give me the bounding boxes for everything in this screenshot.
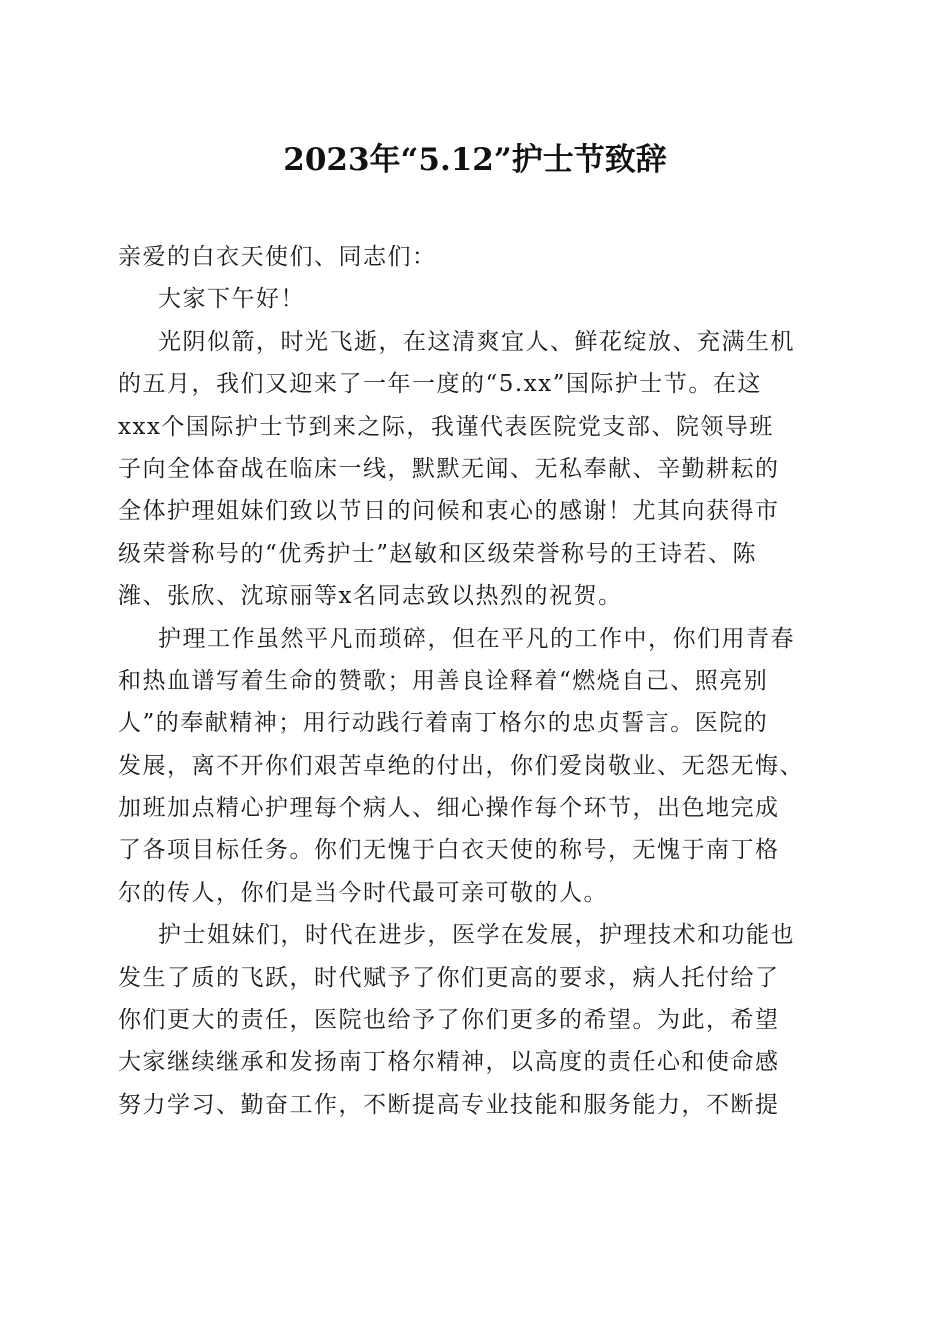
text-line: 努力学习、勤奋工作，不断提高专业技能和服务能力，不断提: [118, 1091, 780, 1118]
text-line: 潍、张欣、沈琼丽等x名同志致以热烈的祝贺。: [118, 583, 623, 610]
document-body: [118, 236, 838, 1126]
salutation-line: 亲爱的白衣天使们、同志们：: [118, 244, 437, 270]
text-line: 级荣誉称号的“优秀护士”赵敏和区级荣誉称号的王诗若、陈: [118, 540, 758, 567]
text-line: 护士姐妹们，时代在进步，医学在发展，护理技术和功能也: [158, 922, 795, 949]
text-line: 了各项目标任务。你们无愧于白衣天使的称号，无愧于南丁格: [118, 837, 780, 864]
text-line: xxx个国际护士节到来之际，我谨代表医院党支部、院领导班: [118, 413, 774, 440]
text-line: 光阴似箭，时光飞逝，在这清爽宜人、鲜花绽放、充满生机: [158, 328, 795, 355]
text-line: 尔的传人，你们是当今时代最可亲可敬的人。: [118, 879, 608, 906]
text-line: 你们更大的责任，医院也给予了你们更多的希望。为此，希望: [118, 1007, 780, 1034]
text-line: 的五月，我们又迎来了一年一度的“5.xx”国际护士节。在这: [118, 371, 762, 398]
greeting-line: 大家下午好！: [158, 286, 305, 313]
text-line: 大家继续继承和发扬南丁格尔精神，以高度的责任心和使命感: [118, 1049, 780, 1076]
text-line: 加班加点精心护理每个病人、细心操作每个环节，出色地完成: [118, 795, 780, 822]
text-line: 发展，离不开你们艰苦卓绝的付出，你们爱岗敬业、无怨无悔、: [118, 752, 804, 779]
text-line: 子向全体奋战在临床一线，默默无闻、无私奉献、辛勤耕耘的: [118, 455, 780, 482]
text-line: 护理工作虽然平凡而琐碎，但在平凡的工作中，你们用青春: [158, 625, 795, 652]
text-line: 人”的奉献精神；用行动践行着南丁格尔的忠贞誓言。医院的: [118, 710, 769, 737]
text-line: 和热血谱写着生命的赞歌；用善良诠释着“燃烧自己、照亮别: [118, 667, 769, 694]
text-line: 发生了质的飞跃，时代赋予了你们更高的要求，病人托付给了: [118, 964, 780, 991]
text-line: 全体护理姐妹们致以节日的问候和衷心的感谢！尤其向获得市: [118, 498, 780, 525]
document-title: 2023年“5.12”护士节致辞: [283, 142, 667, 178]
